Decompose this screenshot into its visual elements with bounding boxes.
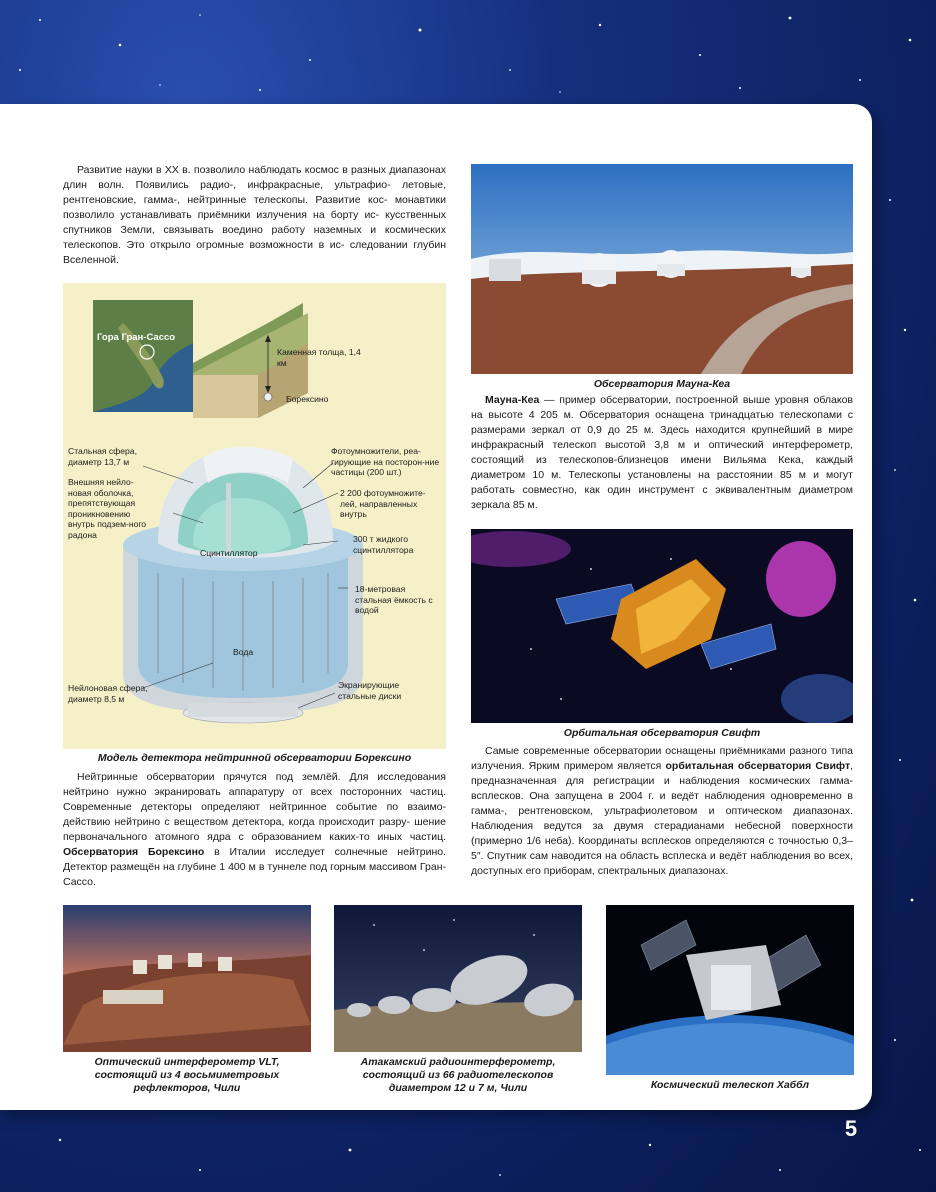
water-label: Вода: [233, 647, 254, 657]
hubble-photo: [606, 905, 854, 1075]
neutrino-paragraph: Нейтринные обсерватории прячутся под землёй. Для исследования нейтрино нужно экранировать аппаратуру от всех посторонних частиц. Современные детекторы определяют нейтринное событие по взаимо- действию нейтрино с веществом детектора, когда происходит разру- шение первоначального атомного ядра с образованием каких-то иных частиц. Обсерватория Борексино в Италии исследует солнечные нейтрино. Детектор размещён на глубине 1 400 м в туннеле под горным массивом Гран-Сассо.: [63, 771, 447, 888]
disks-label: Экранирующие стальные диски: [338, 680, 402, 701]
liquid-label: 300 т жидкого сцинтиллятора: [353, 534, 414, 555]
page-number: 5: [844, 1116, 858, 1141]
swift-photo: [471, 529, 853, 723]
mauna-kea-caption: Обсерватория Мауна-Кеа: [593, 378, 731, 390]
outer-shell-label: Внешняя нейло-новая оболочка, препятствующая проникновению внутрь подзем-ного радона: [68, 477, 147, 540]
borexino-caption: Модель детектора нейтринной обсерватории Борексино: [97, 752, 412, 764]
alma-photo: [334, 905, 582, 1052]
mauna-kea-paragraph: Мауна-Кеа — пример обсерватории, построенной выше уровня облаков на высоте 4 205 м. Обсерватория оснащена тринадцатью телескопами с размерами зеркал от 0,9 до 25 м. Здесь находится крупнейший в мире инфракрасный телескоп высотой 3,8 м и оптический интерферометр, состоящий из телескопов-близнецов имени Вильяма Кека, каждый диаметром 10 м. Телескопы установлены на расстоянии 85 м и могут работать совместно, как один инструмент с эквивалентным диаметром зеркала 85 м.: [471, 394, 853, 511]
pmt-label: Фотоумножители, реа-гирующие на посторон-ние частицы (200 шт.): [331, 446, 440, 477]
vlt-caption: Оптический интерферометр VLT, состоящий из 4 восьмиметровых рефлекторов, Чили: [94, 1056, 280, 1094]
tank-label: 18-метровая стальная ёмкость с водой: [355, 584, 433, 615]
alma-caption: Атакамский радиоинтерферометр, состоящий из 66 радиотелескопов диаметром 12 и 7 м, Чили: [360, 1056, 556, 1094]
steel-sphere-label: Стальная сфера, диаметр 13,7 м: [68, 446, 137, 467]
borexino-diagram: [63, 283, 446, 749]
scintillator-label: Сцинтиллятор: [200, 548, 258, 558]
mauna-kea-photo: [471, 164, 853, 374]
vlt-photo: [63, 905, 311, 1052]
swift-caption: Орбитальная обсерватория Свифт: [563, 727, 761, 739]
swift-paragraph: Самые современные обсерватории оснащены приёмниками разного типа излучения. Ярким примером является орбитальная обсерватория Свифт, предназначенная для регистрации и наблюдения космических гамма-всплесков. Она запущена в 2004 г. и ведёт наблюдения одновременно в гамма-, рентгеновском, ультрафиолетовом и оптическом диапазонах. Наблюдения ведутся за двумя стерадианами небесной поверхности (примерно 1/6 неба). Координаты всплесков определяются с точностью 0,3–5″. Спутник сам наводится на область всплеска и ведёт наблюдения во всех, доступных его приборам, спектральных диапазонах.: [471, 745, 854, 877]
nylon-sphere-label: Нейлоновая сфера, диаметр 8,5 м: [68, 683, 148, 704]
lab-label: Борексино: [286, 394, 329, 404]
intro-paragraph: Развитие науки в XX в. позволило наблюдать космос в разных диапазонах длин волн. Появились радио-, инфракрасные, ультрафио- летовые, рентгеновские, гамма-, нейтринные телескопы. Развитие кос- монавтики позволило устанавливать приёмники излучения на борту ис- кусственных спутников Земли, связывать воедино работу наземных и космических телескопов. Это открыло огромные возможности в ис- следовании глубин Вселенной.: [63, 164, 446, 266]
map-label: Гора Гран-Сассо: [97, 332, 176, 343]
pmt-inner-label: 2 200 фотоумножите-лей, направленных внутрь: [340, 488, 426, 519]
rock-label: Каменная толща, 1,4 км: [277, 347, 361, 368]
hubble-caption: Космический телескоп Хаббл: [650, 1079, 810, 1091]
